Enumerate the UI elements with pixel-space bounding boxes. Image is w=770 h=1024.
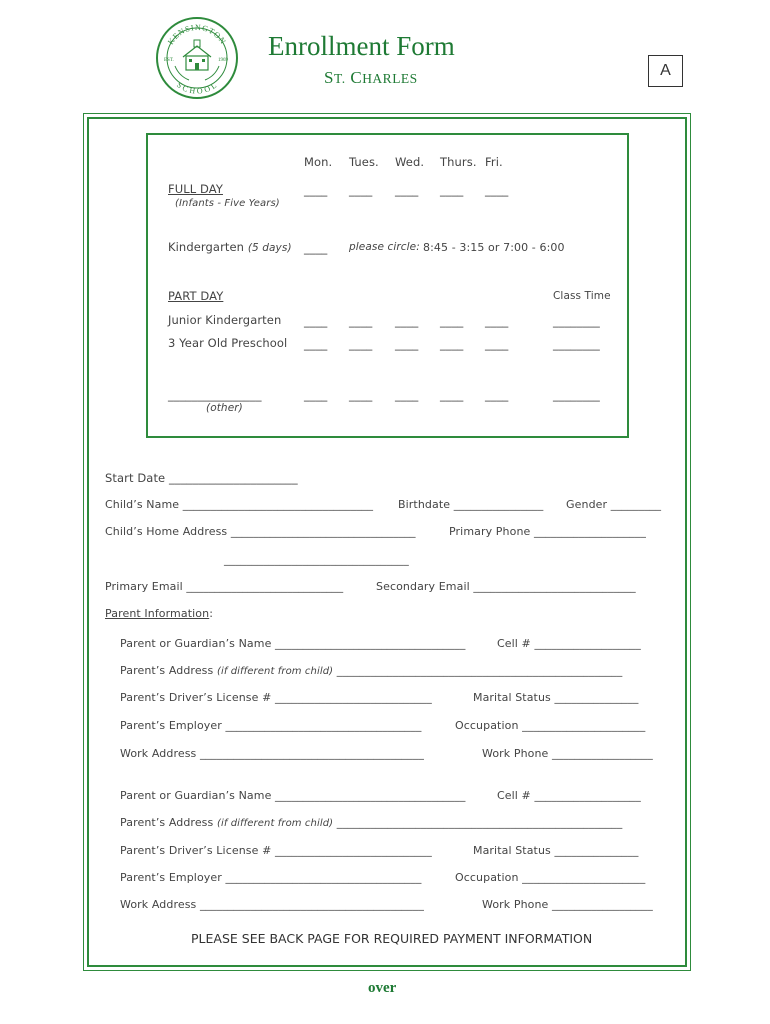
ps-thu-blank[interactable]: ____: [440, 337, 464, 351]
circle-prompt: please circle:: [349, 241, 420, 253]
ps-mon-blank[interactable]: ____: [304, 337, 328, 351]
over-page-note: over: [368, 980, 397, 996]
jk-fri-blank[interactable]: ____: [485, 314, 509, 328]
parent2-occupation-field[interactable]: Occupation ______________________: [455, 871, 646, 884]
junior-kindergarten-label: Junior Kindergarten: [168, 313, 282, 327]
other-tue-blank[interactable]: ____: [349, 388, 373, 402]
ps-fri-blank[interactable]: ____: [485, 337, 509, 351]
kindergarten-label: Kindergarten (5 days): [168, 240, 292, 254]
full-day-fri-blank[interactable]: ____: [485, 183, 509, 197]
parent1-work-address-field[interactable]: Work Address ________________________________________: [120, 747, 424, 760]
full-day-mon-blank[interactable]: ____: [304, 183, 328, 197]
parent1-address-field[interactable]: Parent’s Address (if different from child) ___________________________________________________: [120, 664, 623, 677]
payment-info-note: PLEASE SEE BACK PAGE FOR REQUIRED PAYMENT INFORMATION: [191, 931, 593, 946]
ps-wed-blank[interactable]: ____: [395, 337, 419, 351]
primary-email-field[interactable]: Primary Email ____________________________: [105, 580, 344, 593]
day-header-wed: Wed.: [395, 155, 425, 169]
jk-mon-blank[interactable]: ____: [304, 314, 328, 328]
form-code-box: A: [648, 55, 683, 87]
parent-info-heading: Parent Information:: [105, 607, 213, 620]
other-mon-blank[interactable]: ____: [304, 388, 328, 402]
day-header-tue: Tues.: [349, 155, 379, 169]
class-time-header: Class Time: [553, 290, 611, 302]
parent2-work-address-field[interactable]: Work Address ________________________________________: [120, 898, 424, 911]
other-fri-blank[interactable]: ____: [485, 388, 509, 402]
preschool-label: 3 Year Old Preschool: [168, 336, 288, 350]
svg-text:KENSINGTON: KENSINGTON: [166, 22, 228, 47]
full-day-tue-blank[interactable]: ____: [349, 183, 373, 197]
home-address-field[interactable]: Child’s Home Address _________________________________: [105, 525, 416, 538]
svg-text:EST.: EST.: [164, 58, 174, 63]
full-day-wed-blank[interactable]: ____: [395, 183, 419, 197]
start-date-field[interactable]: Start Date ______________________: [105, 471, 298, 485]
parent2-name-field[interactable]: Parent or Guardian’s Name __________________________________: [120, 789, 466, 802]
parent1-occupation-field[interactable]: Occupation ______________________: [455, 719, 646, 732]
secondary-email-field[interactable]: Secondary Email _____________________________: [376, 580, 636, 593]
kindergarten-time-options[interactable]: 8:45 - 3:15 or 7:00 - 6:00: [423, 241, 565, 254]
jk-tue-blank[interactable]: ____: [349, 314, 373, 328]
svg-text:SCHOOL: SCHOOL: [175, 80, 219, 96]
parent2-marital-field[interactable]: Marital Status _______________: [473, 844, 639, 857]
primary-phone-field[interactable]: Primary Phone ____________________: [449, 525, 646, 538]
parent2-employer-field[interactable]: Parent’s Employer ___________________________________: [120, 871, 422, 884]
jk-class-time-blank[interactable]: ________: [553, 314, 600, 328]
childs-name-field[interactable]: Child’s Name __________________________________: [105, 498, 374, 511]
jk-thu-blank[interactable]: ____: [440, 314, 464, 328]
parent2-address-field[interactable]: Parent’s Address (if different from child) ___________________________________________________: [120, 816, 623, 829]
ps-class-time-blank[interactable]: ________: [553, 337, 600, 351]
parent2-work-phone-field[interactable]: Work Phone __________________: [482, 898, 653, 911]
day-header-fri: Fri.: [485, 155, 503, 169]
full-day-thu-blank[interactable]: ____: [440, 183, 464, 197]
parent2-license-field[interactable]: Parent’s Driver’s License # ____________________________: [120, 844, 432, 857]
other-wed-blank[interactable]: ____: [395, 388, 419, 402]
parent1-name-field[interactable]: Parent or Guardian’s Name __________________________________: [120, 637, 466, 650]
birthdate-field[interactable]: Birthdate ________________: [398, 498, 544, 511]
school-seal-logo: [155, 16, 239, 100]
day-header-mon: Mon.: [304, 155, 333, 169]
parent1-cell-field[interactable]: Cell # ___________________: [497, 637, 641, 650]
part-day-label: PART DAY: [168, 289, 224, 303]
parent2-cell-field[interactable]: Cell # ___________________: [497, 789, 641, 802]
svg-text:1969: 1969: [218, 58, 228, 63]
parent1-license-field[interactable]: Parent’s Driver’s License # ____________________________: [120, 691, 432, 704]
parent1-employer-field[interactable]: Parent’s Employer ___________________________________: [120, 719, 422, 732]
other-label: (other): [206, 402, 243, 414]
gender-field[interactable]: Gender _________: [566, 498, 662, 511]
parent1-work-phone-field[interactable]: Work Phone __________________: [482, 747, 653, 760]
other-thu-blank[interactable]: ____: [440, 388, 464, 402]
jk-wed-blank[interactable]: ____: [395, 314, 419, 328]
day-header-thu: Thurs.: [440, 155, 477, 169]
full-day-note: (Infants - Five Years): [175, 198, 280, 209]
full-day-label: FULL DAY: [168, 182, 223, 196]
parent1-marital-field[interactable]: Marital Status _______________: [473, 691, 639, 704]
campus-name: ST. CHARLES: [324, 68, 418, 87]
form-title: Enrollment Form: [268, 31, 455, 61]
ps-tue-blank[interactable]: ____: [349, 337, 373, 351]
other-class-time-blank[interactable]: ________: [553, 388, 600, 402]
kindergarten-blank[interactable]: ____: [304, 241, 328, 255]
home-address-line2[interactable]: _________________________________: [224, 553, 409, 566]
other-program-blank[interactable]: ________________: [168, 388, 262, 402]
